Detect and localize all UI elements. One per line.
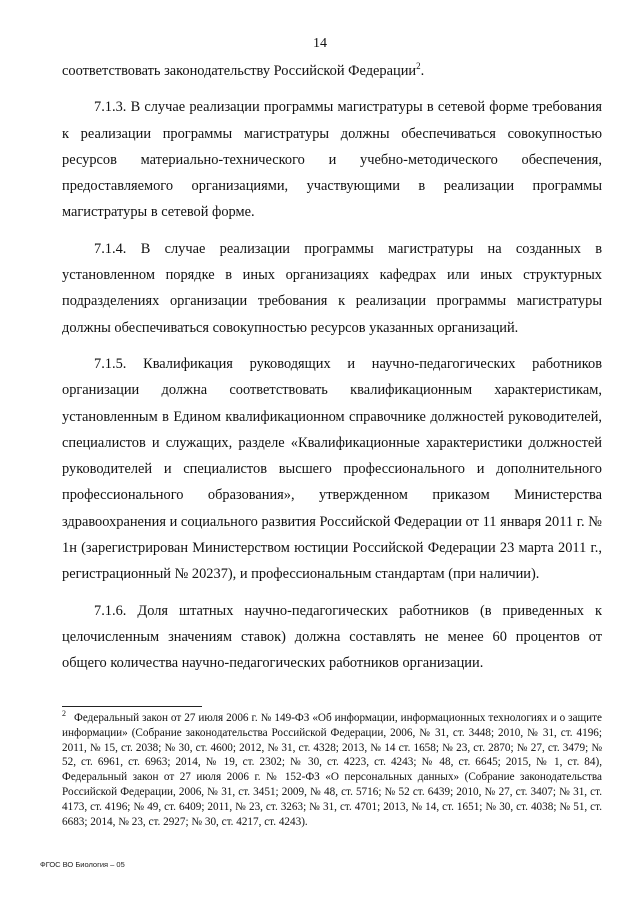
paragraph-text: В случае реализации программы магистратуры на созданных в установленном порядке в иных организациях кафедрах или иных структурных подразделениях организации требования к реализации программы магистратуры должны обеспечиваться совокупностью ресурсов указанных организаций. — [62, 240, 602, 336]
paragraph-text: Доля штатных научно-педагогических работников (в приведенных к целочисленным значениям ставок) должна составлять не менее 60 процентов от общего количества научно-педагогических работников организации. — [62, 602, 602, 672]
footnote-reference[interactable]: 2 — [416, 61, 421, 72]
paragraph-text: соответствовать законодательству Российской Федерации — [62, 63, 417, 79]
paragraph-7-1-3 — [62, 94, 602, 225]
clause-number: 7.1.5. — [94, 355, 127, 372]
clause-number: 7.1.3. — [94, 99, 127, 116]
paragraph-7-1-6 — [62, 598, 602, 677]
page-number: 14 — [313, 36, 327, 51]
paragraph-7-1-4 — [62, 236, 602, 341]
clause-number: 7.1.4. — [94, 240, 127, 257]
clause-number: 7.1.6. — [94, 602, 127, 619]
paragraph-suffix: . — [420, 63, 425, 79]
paragraph-text: Квалификация руководящих и научно-педагогических работников организации должна соответствовать квалификационным характеристикам, установленным в Едином квалификационном справочнике должностей руководителей, специалистов и служащих, разделе «Квалификационные характеристики должностей руководителей и специалистов высшего профессионального и дополнительного профессионального образования», утвержденном приказом Министерства здравоохранения и социального развития Российской Федерации от 11 января 2011 г. № 1н (зарегистрирован Министерством юстиции Российской Федерации 23 марта 2011 г., регистрационный № 20237), и профессиональным стандартам (при наличии). — [62, 355, 602, 583]
paragraph-7-1-5 — [62, 351, 602, 588]
paragraph-text: В случае реализации программы магистратуры в сетевой форме требования к реализации программы магистратуры должны обеспечиваться совокупностью ресурсов материально-технического и учебно-методического обеспечения, предоставляемого организациями, участвующими в реализации программы магистратуры в сетевой форме. — [62, 99, 602, 221]
footnote-divider — [62, 706, 202, 707]
document-body — [62, 58, 602, 687]
footnote-marker: 2 — [62, 709, 66, 719]
footnote-text: Федеральный закон от 27 июля 2006 г. № 149-ФЗ «Об информации, информационных технологиях и о защите информации» (Собрание законодательства Российской Федерации, 2006, № 31, ст. 3448; 2010, № 31, ст. 4196; 2011, № 15, ст. 2038; № 30, ст. 4600; 2012, № 31, ст. 4328; 2013, № 14 ст. 1658; № 23, ст. 2870; № 27, ст. 3479; № 52, ст. 6961, ст. 6963; 2014, № 19, ст. 2302; № 30, ст. 4223, ст. 4243; № 48, ст. 6645; 2015, № 1, ст. 84), Федеральный закон от 27 июля 2006 г. № 152-ФЗ «О персональных данных» (Собрание законодательства Российской Федерации, 2006, № 31, ст. 3451; 2009, № 48, ст. 5716; № 52 ст. 6439; 2010, № 27, ст. 3407; № 31, ст. 4173, ст. 4196; № 49, ст. 6409; 2011, № 23, ст. 3263; № 31, ст. 4701; 2013, № 14, ст. 1651; № 30, ст. 4038; № 51, ст. 6683; 2014, № 23, ст. 2927; № 30, ст. 4217, ст. 4243). — [62, 712, 602, 828]
footnote — [62, 711, 602, 829]
footer-label: ФГОС ВО Биология – 05 — [40, 860, 125, 869]
paragraph-continuation — [62, 58, 602, 84]
